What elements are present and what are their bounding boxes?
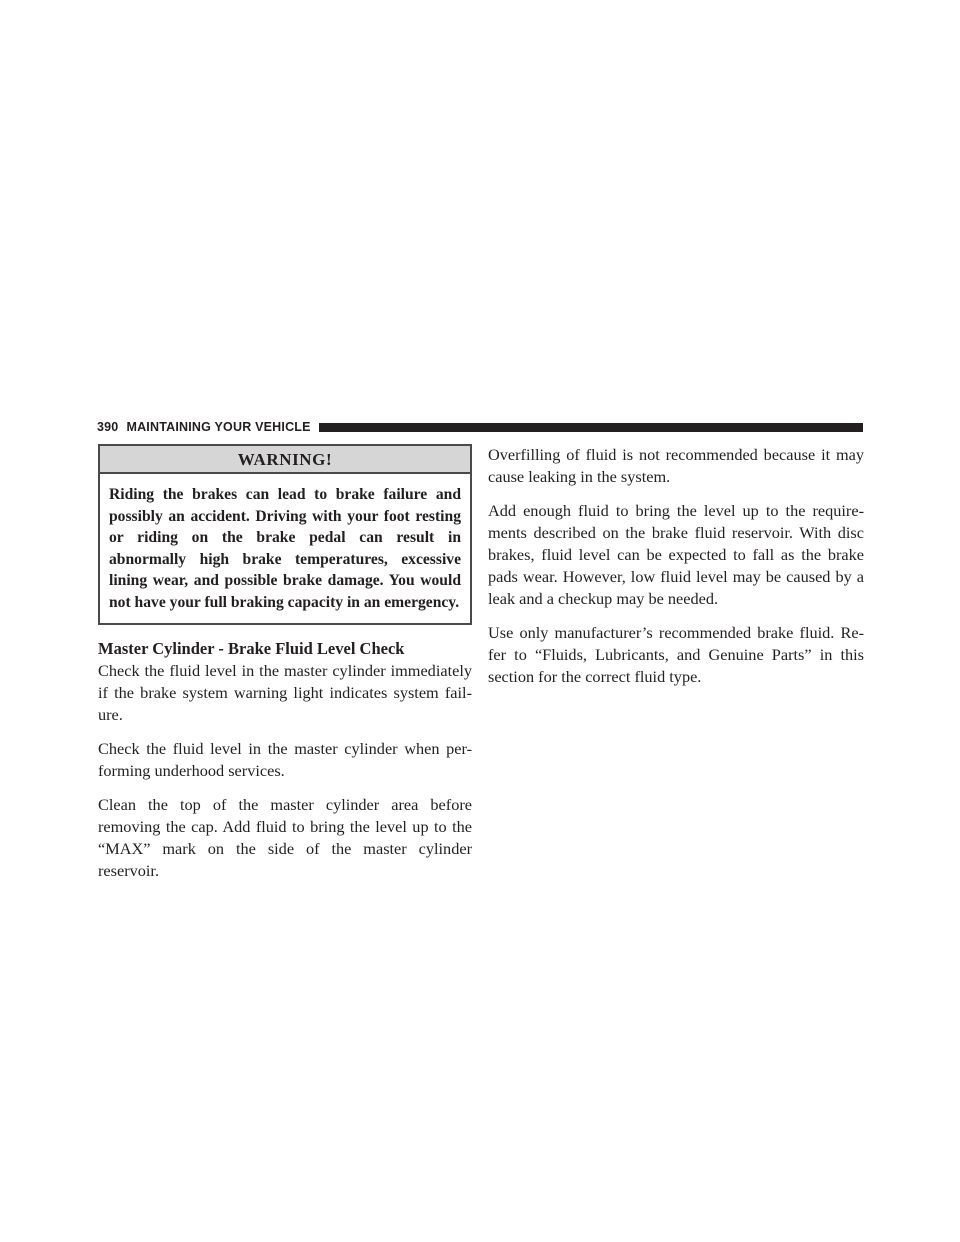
warning-text: Riding the brakes can lead to brake failure and possibly an accident. Driving with your foot resting or riding on the brake pedal can result in abnormally high brake temperatures, excessive lining wear, and possible brake damage. You would not have your full braking capacity in an emergency. <box>109 486 461 611</box>
paragraph: Clean the top of the master cylinder area before removing the cap. Add fluid to bring the level up to the “MAX” mark on the side of the master cylinder reservoir. <box>98 795 472 880</box>
right-column <box>488 444 864 688</box>
warning-title: WARNING! <box>100 446 470 474</box>
section-heading: Master Cylinder - Brake Fluid Level Check <box>98 639 405 658</box>
warning-box <box>98 444 472 625</box>
paragraph: Check the fluid level in the master cylinder when per- forming underhood services. <box>98 739 472 780</box>
paragraph: Add enough fluid to bring the level up to the require- ments described on the brake fluid reservoir. With disc brakes, fluid level can be expected to fall as the brake pads wear. However, low fluid level may be caused by a leak and a checkup may be needed. <box>488 501 864 608</box>
page-number: 390 <box>97 420 119 434</box>
header-rule <box>319 423 863 432</box>
page-header <box>97 419 863 435</box>
left-column <box>98 444 472 882</box>
paragraph: Check the fluid level in the master cylinder immediately if the brake system warning light indicates system fail- ure. <box>98 661 472 724</box>
section-title: MAINTAINING YOUR VEHICLE <box>126 420 311 434</box>
paragraph: Overfilling of fluid is not recommended because it may cause leaking in the system. <box>488 445 864 486</box>
paragraph: Use only manufacturer’s recommended brake fluid. Re- fer to “Fluids, Lubricants, and Genuine Parts” in this section for the correct fluid type. <box>488 623 864 686</box>
